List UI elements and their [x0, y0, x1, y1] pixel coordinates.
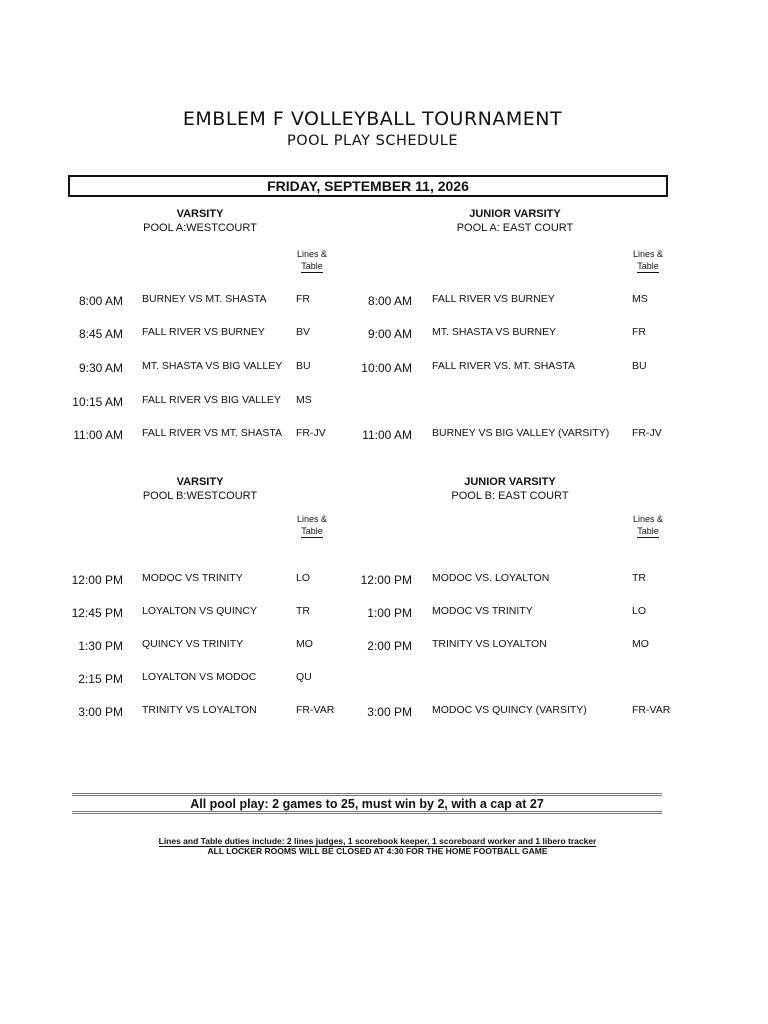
schedule-time: 9:30 AM [78, 361, 123, 375]
schedule-time: 8:45 AM [78, 327, 123, 341]
schedule-game: QUINCY VS TRINITY [142, 638, 244, 650]
schedule-time: 2:15 PM [78, 672, 123, 686]
lines-label: Lines & [632, 249, 664, 259]
schedule-time: 8:00 AM [78, 294, 123, 308]
table-label: Table [637, 526, 659, 536]
lines-label: Lines & [296, 514, 328, 524]
pool-a-varsity-court: POOL A:WESTCOURT [143, 222, 257, 234]
rule-top-border-inner [72, 795, 662, 796]
schedule-time: 10:15 AM [72, 395, 123, 409]
schedule-duty: FR-VAR [296, 704, 335, 716]
schedule-game: MODOC VS. LOYALTON [432, 572, 550, 584]
schedule-time: 9:00 AM [367, 327, 412, 341]
schedule-time: 11:00 AM [362, 428, 412, 442]
schedule-duty: FR [632, 326, 646, 338]
schedule-duty: MO [632, 638, 649, 650]
lines-label: Lines & [296, 249, 328, 259]
schedule-duty: LO [632, 605, 647, 617]
schedule-game: MODOC VS TRINITY [432, 605, 533, 617]
rule-top-border [72, 793, 662, 794]
page-subtitle: POOL PLAY SCHEDULE [286, 133, 459, 149]
schedule-time: 1:00 PM [367, 606, 412, 620]
schedule-game: FALL RIVER VS. MT. SHASTA [432, 360, 575, 372]
schedule-duty: FR-VAR [632, 704, 671, 716]
schedule-game: MODOC VS QUINCY (VARSITY) [432, 704, 587, 716]
rule-bottom-border-inner [72, 813, 662, 814]
schedule-time: 12:00 PM [360, 573, 412, 587]
schedule-game: FALL RIVER VS BIG VALLEY [142, 394, 281, 406]
schedule-time: 1:30 PM [78, 639, 123, 653]
pool-a-jv-heading: JUNIOR VARSITY [469, 208, 561, 220]
schedule-time: 11:00 AM [73, 428, 123, 442]
schedule-time: 8:00 AM [367, 294, 412, 308]
pool-b-jv-court: POOL B: EAST COURT [451, 490, 569, 502]
locker-room-note: ALL LOCKER ROOMS WILL BE CLOSED AT 4:30 FOR THE HOME FOOTBALL GAME [207, 846, 548, 856]
pool-b-jv-lines-table-label [626, 513, 670, 538]
table-label: Table [637, 261, 659, 271]
schedule-duty: TR [632, 572, 646, 584]
date-banner: FRIDAY, SEPTEMBER 11, 2026 [68, 175, 668, 197]
pool-b-jv-heading: JUNIOR VARSITY [464, 476, 556, 488]
schedule-duty: TR [296, 605, 310, 617]
schedule-game: BURNEY VS BIG VALLEY (VARSITY) [432, 427, 610, 439]
lines-label: Lines & [632, 514, 664, 524]
schedule-time: 12:00 PM [71, 573, 123, 587]
schedule-time: 10:00 AM [361, 361, 412, 375]
pool-b-varsity-lines-table-label [290, 513, 334, 538]
page-title: EMBLEM F VOLLEYBALL TOURNAMENT [182, 108, 563, 130]
schedule-duty: MO [296, 638, 313, 650]
schedule-game: MODOC VS TRINITY [142, 572, 243, 584]
schedule-game: TRINITY VS LOYALTON [142, 704, 257, 716]
schedule-game: LOYALTON VS MODOC [142, 671, 257, 683]
schedule-game: MT. SHASTA VS BURNEY [432, 326, 557, 338]
pool-b-varsity-court: POOL B:WESTCOURT [142, 490, 258, 502]
schedule-duty: MS [296, 394, 312, 406]
pool-b-varsity-heading: VARSITY [176, 476, 224, 488]
schedule-time: 2:00 PM [367, 639, 412, 653]
schedule-game: FALL RIVER VS BURNEY [142, 326, 265, 338]
pool-a-jv-lines-table-label [626, 248, 670, 273]
schedule-duty: MS [632, 293, 648, 305]
pool-a-jv-court: POOL A: EAST COURT [456, 222, 574, 234]
schedule-game: LOYALTON VS QUINCY [142, 605, 257, 617]
pool-a-varsity-lines-table-label [290, 248, 334, 273]
schedule-time: 3:00 PM [367, 705, 412, 719]
schedule-duty: LO [296, 572, 311, 584]
duties-note [0, 836, 755, 846]
schedule-duty: BV [296, 326, 311, 338]
schedule-duty: BU [296, 360, 311, 372]
table-label: Table [301, 526, 323, 536]
schedule-duty: FR [296, 293, 310, 305]
pool-play-rule: All pool play: 2 games to 25, must win by 2, with a cap at 27 [190, 797, 544, 811]
schedule-game: MT. SHASTA VS BIG VALLEY [142, 360, 283, 372]
schedule-game: FALL RIVER VS MT. SHASTA [142, 427, 283, 439]
schedule-game: BURNEY VS MT. SHASTA [142, 293, 267, 305]
pool-a-varsity-heading: VARSITY [176, 208, 224, 220]
schedule-game: FALL RIVER VS BURNEY [432, 293, 555, 305]
duties-note-text: Lines and Table duties include: 2 lines judges, 1 scorebook keeper, 1 scoreboard worker and 1 libero tracker [158, 836, 597, 846]
schedule-time: 12:45 PM [71, 606, 123, 620]
schedule-duty: BU [632, 360, 647, 372]
schedule-duty: FR-JV [296, 427, 326, 439]
rule-bottom-border [72, 811, 662, 812]
schedule-duty: FR-JV [632, 427, 662, 439]
schedule-duty: QU [296, 671, 312, 683]
schedule-time: 3:00 PM [78, 705, 123, 719]
schedule-game: TRINITY VS LOYALTON [432, 638, 547, 650]
table-label: Table [301, 261, 323, 271]
